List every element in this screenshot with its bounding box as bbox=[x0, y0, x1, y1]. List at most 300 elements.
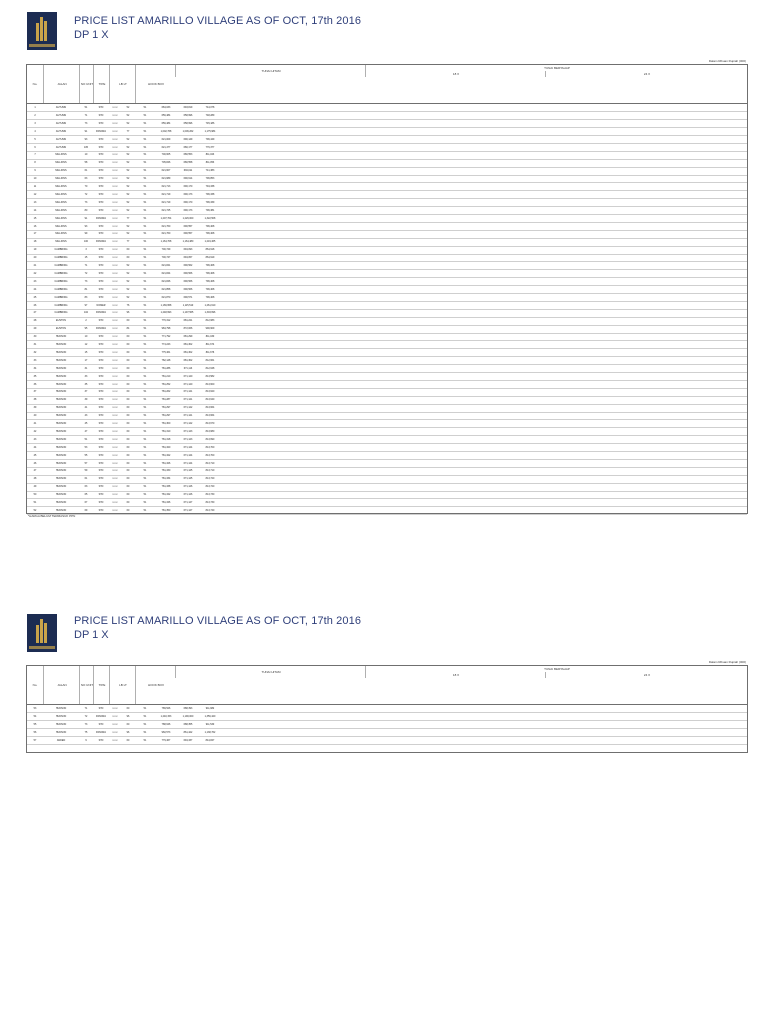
table-cell: 51 bbox=[143, 192, 147, 196]
table-cell: STD bbox=[98, 437, 104, 441]
header-tunai: TUNAI HITAM bbox=[175, 65, 366, 77]
table-cell: x x x bbox=[112, 738, 118, 742]
table-cell: 51 bbox=[143, 390, 147, 394]
table-cell: 60 bbox=[126, 469, 130, 473]
table-cell: 41 bbox=[33, 422, 37, 425]
table-cell: 984,798 bbox=[161, 327, 171, 331]
header-24x: 24 X bbox=[545, 672, 748, 678]
header-hook: HOOK BOX bbox=[135, 65, 176, 103]
table-cell: 48 bbox=[33, 477, 37, 481]
table-cell: 60 bbox=[126, 398, 130, 402]
table-cell: MILLIONS bbox=[55, 153, 67, 157]
table-cell: 741,383 bbox=[205, 169, 215, 173]
table-cell: 671,123 bbox=[183, 429, 193, 433]
table-cell: STD bbox=[98, 406, 104, 410]
table-cell: 51 bbox=[143, 445, 147, 449]
table-cell: 60 bbox=[126, 508, 130, 512]
table-cell: CAMBRIDG bbox=[54, 303, 68, 307]
table-cell: 51 bbox=[84, 437, 88, 441]
table-cell: 658,996 bbox=[183, 121, 193, 125]
table-cell: 105 bbox=[84, 145, 88, 149]
table-cell: 22 bbox=[33, 271, 37, 275]
table-cell: x x x bbox=[112, 248, 118, 252]
table-cell: STD bbox=[98, 429, 104, 433]
table-cell: 671,121 bbox=[183, 390, 193, 394]
table-cell: 55 bbox=[84, 453, 88, 457]
table-cell: 10 bbox=[84, 153, 88, 157]
table-cell: MILLIONS bbox=[55, 200, 67, 204]
table-cell: CAMBRIDG bbox=[54, 256, 68, 260]
table-cell: 781,350 bbox=[161, 508, 171, 512]
table-cell: STD bbox=[98, 248, 104, 252]
table-cell: CAMBRIDG bbox=[54, 287, 68, 291]
table-cell: 51 bbox=[143, 303, 147, 307]
table-cell: 51 bbox=[143, 366, 147, 370]
table-cell: x x x bbox=[112, 406, 118, 410]
table-cell: 680,553 bbox=[183, 153, 193, 157]
table-cell: 671,123 bbox=[183, 437, 193, 441]
header-no: No. bbox=[32, 82, 38, 86]
table-cell: 861,422 bbox=[183, 730, 193, 734]
table-cell: 690,173 bbox=[183, 192, 193, 196]
table-cell: 812,648 bbox=[205, 366, 215, 370]
table-cell: 813,720 bbox=[205, 477, 215, 481]
table-cell: 41 bbox=[84, 406, 88, 410]
table-cell: x x x bbox=[112, 311, 118, 315]
table-cell: 52 bbox=[126, 192, 130, 196]
table-cell: 52 bbox=[126, 137, 130, 141]
table-cell: NOMER bbox=[96, 303, 106, 307]
table-cell: 811,676 bbox=[205, 350, 215, 354]
table-cell: 671,122 bbox=[183, 422, 193, 425]
table-cell: 1,164,708 bbox=[160, 240, 172, 244]
table-cell: x x x bbox=[112, 485, 118, 489]
table-cell: 51 bbox=[143, 137, 147, 141]
table-cell: x x x bbox=[112, 422, 118, 425]
table-cell: 70 bbox=[84, 185, 88, 188]
table-cell: 26 bbox=[33, 303, 37, 307]
table-cell: 690,149 bbox=[183, 137, 193, 141]
table-cell: 794,338 bbox=[205, 185, 215, 188]
table-cell: x x x bbox=[112, 343, 118, 346]
table-cell: x x x bbox=[112, 200, 118, 204]
table-cell: x x x bbox=[112, 398, 118, 402]
table-cell: 60 bbox=[126, 437, 130, 441]
table-cell: 1,261,610 bbox=[204, 303, 216, 307]
table-cell: STD bbox=[98, 287, 104, 291]
table-cell: 51 bbox=[143, 707, 147, 710]
table-cell: 51 bbox=[143, 501, 147, 504]
table-cell: 51 bbox=[84, 106, 88, 109]
table-cell: 812,683 bbox=[205, 319, 215, 323]
table-cell: MILLIONS bbox=[55, 240, 67, 244]
table-cell: x x x bbox=[112, 382, 118, 386]
table-cell: x x x bbox=[112, 707, 118, 710]
table-cell: STD bbox=[98, 177, 104, 181]
table-cell: 60 bbox=[126, 343, 130, 346]
table-cell: 60 bbox=[126, 350, 130, 354]
table-cell: 60 bbox=[126, 382, 130, 386]
table-cell: 811,053 bbox=[205, 161, 215, 165]
table-cell: HUDSON bbox=[55, 429, 67, 433]
table-cell: x x x bbox=[112, 256, 118, 260]
table-cell: 72 bbox=[84, 192, 88, 196]
table-cell: STD bbox=[98, 279, 104, 283]
table-cell: 15 bbox=[33, 216, 37, 220]
table-cell: x x x bbox=[112, 169, 118, 173]
table-cell: 781,286 bbox=[161, 366, 171, 370]
table-cell: 684,033 bbox=[161, 106, 171, 109]
table-cell: 681,299 bbox=[183, 335, 193, 339]
table-cell: MILLIONS bbox=[55, 232, 67, 236]
footnote: *HARGA BELUM TERMASUK PPN bbox=[28, 514, 76, 518]
table-cell: STD bbox=[98, 335, 104, 339]
table-cell: 18 bbox=[33, 240, 37, 244]
table-cell: x x x bbox=[112, 414, 118, 418]
table-cell: 864,918 bbox=[205, 248, 215, 252]
table-cell: 56 bbox=[33, 730, 37, 734]
table-cell: 71 bbox=[84, 113, 88, 117]
table-cell: x x x bbox=[112, 390, 118, 394]
table-cell: HUDSON bbox=[55, 374, 67, 378]
table-cell: 52 bbox=[126, 145, 130, 149]
table-cell: 812,661 bbox=[205, 358, 215, 362]
table-cell: STD bbox=[98, 350, 104, 354]
header-18x: 18 X bbox=[365, 71, 546, 77]
company-logo bbox=[27, 614, 57, 652]
table-cell: 17 bbox=[33, 232, 37, 236]
table-cell: 99 bbox=[84, 232, 88, 236]
table-cell: 51 bbox=[143, 287, 147, 291]
table-cell: 51 bbox=[143, 493, 147, 497]
table-cell: HUDSON bbox=[55, 350, 67, 354]
table-cell: 31 bbox=[33, 343, 37, 346]
table-cell: 47 bbox=[33, 469, 37, 473]
table-cell: 57 bbox=[84, 461, 88, 465]
table-cell: 51 bbox=[143, 335, 147, 339]
table-cell: 51 bbox=[143, 145, 147, 149]
table-cell: 658,996 bbox=[183, 113, 193, 117]
table-cell: 51 bbox=[143, 208, 147, 212]
table-cell: STD bbox=[98, 390, 104, 394]
table-cell: 51 bbox=[143, 224, 147, 228]
table-cell: 96 bbox=[126, 311, 130, 315]
table-cell: 1,248,993 bbox=[160, 311, 172, 315]
table-cell: 1,002,768 bbox=[160, 129, 172, 133]
table-cell: 1,303,696 bbox=[204, 311, 216, 315]
table-cell: 671,121 bbox=[183, 398, 193, 402]
table-cell: 100 bbox=[84, 240, 88, 244]
table-cell: 51 bbox=[143, 382, 147, 386]
table-cell: x x x bbox=[112, 730, 118, 734]
table-cell: 23 bbox=[33, 279, 37, 283]
table-cell: 51 bbox=[143, 200, 147, 204]
table-cell: 621,719 bbox=[161, 200, 171, 204]
table-cell: 77 bbox=[126, 216, 130, 220]
table-cell: 51 bbox=[143, 485, 147, 489]
table-cell: 796,408 bbox=[205, 279, 215, 283]
table-cell: 28 bbox=[33, 319, 37, 323]
table-cell: 51 bbox=[143, 232, 147, 236]
table-cell: 621,009 bbox=[161, 137, 171, 141]
table-cell: 37 bbox=[84, 390, 88, 394]
table-cell: 7 bbox=[34, 153, 36, 157]
table-cell: 671,124 bbox=[183, 445, 193, 449]
table-cell: x x x bbox=[112, 453, 118, 457]
table-cell: 51 bbox=[143, 161, 147, 165]
table-cell: 688,355 bbox=[183, 722, 193, 726]
table-cell: 671,122 bbox=[183, 406, 193, 410]
table-cell: x x x bbox=[112, 113, 118, 117]
table-cell: 796,408 bbox=[205, 287, 215, 291]
table-cell: 60 bbox=[126, 366, 130, 370]
table-cell: STD bbox=[98, 169, 104, 173]
table-cell: 51 bbox=[143, 508, 147, 512]
table-cell: 51 bbox=[143, 461, 147, 465]
table-cell: 813,620 bbox=[205, 390, 215, 394]
table-cell: 73 bbox=[84, 279, 88, 283]
table-cell: 60 bbox=[126, 406, 130, 410]
table-cell: 621,841 bbox=[161, 264, 171, 267]
table-cell: 671,126 bbox=[183, 493, 193, 497]
table-cell: AUTUMN bbox=[55, 106, 67, 109]
price-table bbox=[26, 665, 748, 753]
table-cell: HUDSON bbox=[55, 437, 67, 441]
table-cell: 39 bbox=[33, 406, 37, 410]
table-cell: STD bbox=[98, 374, 104, 378]
table-cell: 811,674 bbox=[205, 343, 215, 346]
header-no: No. bbox=[32, 683, 38, 687]
table-cell: 45 bbox=[33, 453, 37, 457]
table-cell: x x x bbox=[112, 319, 118, 323]
table-cell: 864,919 bbox=[205, 256, 215, 260]
table-cell: x x x bbox=[112, 240, 118, 244]
table-cell: STD bbox=[98, 121, 104, 125]
table-cell: STD bbox=[98, 422, 104, 425]
table-cell: 52 bbox=[126, 287, 130, 291]
table-cell: 700,605 bbox=[161, 153, 171, 157]
table-cell: 60 bbox=[126, 722, 130, 726]
table-cell: 17 bbox=[84, 358, 88, 362]
table-cell: AUTUMN bbox=[55, 121, 67, 125]
table-row bbox=[27, 507, 747, 515]
table-cell: 60 bbox=[126, 335, 130, 339]
table-cell: 60 bbox=[126, 256, 130, 260]
table-cell: 621,607 bbox=[161, 169, 171, 173]
table-cell: 60 bbox=[126, 445, 130, 449]
table-cell: PANORA bbox=[96, 216, 106, 220]
table-cell: 42 bbox=[33, 429, 37, 433]
table-cell: 781,334 bbox=[161, 477, 171, 481]
table-cell: 813,700 bbox=[205, 453, 215, 457]
table-cell: 13 bbox=[33, 200, 37, 204]
table-cell: 43 bbox=[84, 414, 88, 418]
table-cell: 77 bbox=[126, 240, 130, 244]
table-cell: 621,858 bbox=[161, 287, 171, 291]
table-cell: 1,240,153 bbox=[160, 714, 172, 718]
table-cell: 60 bbox=[126, 374, 130, 378]
table-cell: 960,573 bbox=[161, 730, 171, 734]
table-cell: 621,725 bbox=[161, 208, 171, 212]
table-cell: 60 bbox=[126, 319, 130, 323]
table-cell: 73 bbox=[84, 121, 88, 125]
table-cell: x x x bbox=[112, 161, 118, 165]
table-cell: 51 bbox=[143, 271, 147, 275]
table-cell: 1,166,958 bbox=[160, 303, 172, 307]
table-cell: STD bbox=[98, 738, 104, 742]
table-cell: 621,760 bbox=[161, 224, 171, 228]
table-cell: 51 bbox=[143, 153, 147, 157]
table-cell: 51 bbox=[143, 319, 147, 323]
table-cell: 10 bbox=[33, 177, 37, 181]
table-cell: STD bbox=[98, 382, 104, 386]
table-cell: x x x bbox=[112, 477, 118, 481]
table-cell: 51 bbox=[143, 113, 147, 117]
table-cell: 621,689 bbox=[161, 177, 171, 181]
table-cell: 1 bbox=[34, 106, 36, 109]
table-cell: 656,484 bbox=[161, 113, 171, 117]
table-cell: 91 bbox=[84, 216, 88, 220]
table-cell: 71 bbox=[84, 707, 88, 710]
table-cell: 60 bbox=[126, 738, 130, 742]
table-cell: 688,393 bbox=[183, 707, 193, 710]
table-cell: CAMBRIDG bbox=[54, 279, 68, 283]
table-header bbox=[27, 666, 747, 705]
table-cell: STD bbox=[98, 414, 104, 418]
table-cell: x x x bbox=[112, 145, 118, 149]
table-cell: 690,557 bbox=[183, 232, 193, 236]
table-cell: x x x bbox=[112, 303, 118, 307]
table-cell: 52 bbox=[126, 177, 130, 181]
table-cell: 61 bbox=[84, 477, 88, 481]
table-cell: 27 bbox=[33, 311, 37, 315]
table-cell: 52 bbox=[126, 106, 130, 109]
table-cell: STD bbox=[98, 106, 104, 109]
page-title: PRICE LIST AMARILLO VILLAGE AS OF OCT, 17th 2016 bbox=[74, 15, 362, 27]
table-cell: 671,120 bbox=[183, 382, 193, 386]
table-cell: STD bbox=[98, 113, 104, 117]
table-cell: HUDSON bbox=[55, 406, 67, 410]
table-cell: 796,449 bbox=[205, 137, 215, 141]
table-cell: PANORA bbox=[96, 327, 106, 331]
table-cell: 52 bbox=[126, 161, 130, 165]
table-cell: HUDSON bbox=[55, 501, 67, 504]
table-cell: 52 bbox=[126, 185, 130, 188]
table-cell: STD bbox=[98, 493, 104, 497]
table-cell: STD bbox=[98, 707, 104, 710]
table-cell: 4 bbox=[34, 129, 36, 133]
table-cell: STD bbox=[98, 145, 104, 149]
table-cell: 57 bbox=[33, 738, 37, 742]
table-cell: 690,566 bbox=[183, 287, 193, 291]
table-cell: x x x bbox=[112, 224, 118, 228]
table-cell: EUSTON bbox=[56, 327, 66, 331]
table-cell: 52 bbox=[126, 153, 130, 157]
header-tunai-bertahap: TUNAI BERTAHAP bbox=[365, 65, 748, 71]
table-cell: 51 bbox=[143, 121, 147, 125]
table-cell: 52 bbox=[126, 279, 130, 283]
table-cell: STD bbox=[98, 485, 104, 489]
table-cell: x x x bbox=[112, 177, 118, 181]
table-cell: CAMBRIDG bbox=[54, 295, 68, 299]
table-cell: 813,640 bbox=[205, 398, 215, 402]
table-cell: 55 bbox=[33, 722, 37, 726]
table-cell: 8 bbox=[34, 161, 36, 165]
table-cell: PANORA bbox=[96, 129, 106, 133]
table-cell: STD bbox=[98, 161, 104, 165]
table-cell: 53 bbox=[33, 707, 37, 710]
table-cell: HUDSON bbox=[55, 461, 67, 465]
table-cell: 781,310 bbox=[161, 429, 171, 433]
table-cell: MILLIONS bbox=[55, 208, 67, 212]
table-cell: 781,320 bbox=[161, 445, 171, 449]
table-cell: x x x bbox=[112, 279, 118, 283]
table-cell: STD bbox=[98, 295, 104, 299]
table-cell: PANORA bbox=[96, 240, 106, 244]
table-cell: 60 bbox=[126, 414, 130, 418]
table-cell: 51 bbox=[143, 422, 147, 425]
table-cell: HUDSON bbox=[55, 382, 67, 386]
table-cell: 782,148 bbox=[161, 358, 171, 362]
table-cell: 83 bbox=[84, 295, 88, 299]
table-cell: HUDSON bbox=[55, 422, 67, 425]
table-cell: STD bbox=[98, 453, 104, 457]
table-cell: 51 bbox=[143, 398, 147, 402]
table-cell: 671,124 bbox=[183, 461, 193, 465]
table-cell: ANDEN bbox=[56, 738, 66, 742]
header-jalan: JALAN bbox=[43, 666, 80, 704]
table-cell: 781,318 bbox=[161, 437, 171, 441]
table-cell: HUDSON bbox=[55, 707, 67, 710]
table-cell: x x x bbox=[112, 508, 118, 512]
table-cell: 33 bbox=[84, 374, 88, 378]
table-cell: 681,302 bbox=[183, 343, 193, 346]
table-cell: 690,562 bbox=[183, 264, 193, 267]
table-cell: 911,982 bbox=[205, 707, 215, 710]
table-cell: EUSTON bbox=[56, 319, 66, 323]
table-cell: HUDSON bbox=[55, 453, 67, 457]
table-cell: 621,719 bbox=[161, 192, 171, 196]
header-tipe: TIPE bbox=[93, 666, 110, 704]
table-cell: x x x bbox=[112, 192, 118, 196]
page-title: PRICE LIST AMARILLO VILLAGE AS OF OCT, 17th 2016 bbox=[74, 615, 362, 627]
table-cell: 5 bbox=[34, 137, 36, 141]
table-cell: 796,408 bbox=[205, 232, 215, 236]
table-cell: 25 bbox=[33, 295, 37, 299]
header-24x: 24 X bbox=[545, 71, 748, 77]
table-cell: 781,322 bbox=[161, 453, 171, 457]
table-cell: 60 bbox=[126, 485, 130, 489]
table-cell: 621,870 bbox=[161, 295, 171, 299]
table-cell: 11 bbox=[33, 185, 37, 188]
table-cell: CAMBRIDG bbox=[54, 264, 68, 267]
table-cell: 705,846 bbox=[161, 161, 171, 165]
table-cell: 690,571 bbox=[183, 295, 193, 299]
table-cell: 789,526 bbox=[161, 707, 171, 710]
table-cell: 51 bbox=[143, 327, 147, 331]
table-cell: MILLIONS bbox=[55, 224, 67, 228]
table-cell: 813,690 bbox=[205, 437, 215, 441]
header-hook: HOOK BOX bbox=[135, 666, 176, 704]
table-cell: HUDSON bbox=[55, 358, 67, 362]
table-cell: STD bbox=[98, 501, 104, 504]
table-cell: 813,664 bbox=[205, 414, 215, 418]
table-cell: 844,847 bbox=[205, 738, 215, 742]
table-cell: HUDSON bbox=[55, 343, 67, 346]
table-cell: 1,175,984 bbox=[204, 129, 216, 133]
table-cell: 60 bbox=[126, 477, 130, 481]
table-cell: 51 bbox=[143, 240, 147, 244]
